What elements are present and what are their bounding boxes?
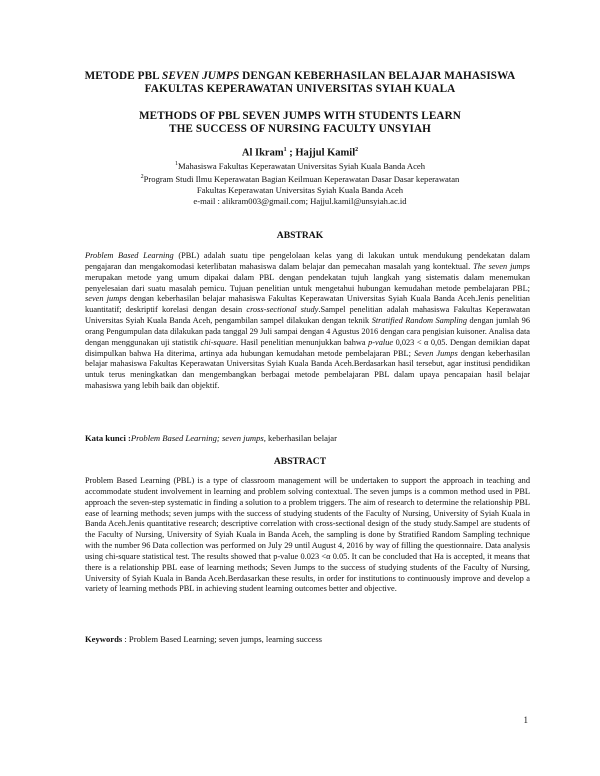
affiliation-1: $^1$Mahasiswa Fakultas Keperawatan Universitas Syiah Kuala Banda Aceh — [175, 160, 425, 171]
abstrak-heading: ABSTRAK — [276, 230, 324, 241]
abstract-body: Problem Based Learning (PBL) is a type of classroom management will be undertaken to support the approach in teaching and accommodate student involvement in learning and problem solving contextual. The seven jumps is a common method used in PBL approach the seven-step systematic in finding a solution to a problem triggers. The aim of research to determine the relationship PBL ease of learning methods; seven jumps with the success of studying students of the Faculty of Nursing, University of Syiah Kuala in Banda Aceh.Jenis quantitative research; descriptive correlation with cross-sectional design of the study study.Sampel are students of the Faculty of Nursing, University of Syiah Kuala in Banda Aceh, the sampling is done by Stratified Random Sampling technique with the number 96 Data collection was performed on July 29 until August 4, 2016 by way of filling the questionnaire. Data analysis using chi-square statistical test. The results showed that p-value 0.023 <α 0.05. It can be concluded that Ha is accepted, it means that there is a relationship PBL ease of learning methods; Seven Jumps to the success of studying students of the Faculty of Nursing, University of Syiah Kuala in Banda Aceh.Berdasarkan these results, in order for institutions to continuously improve and develop a variety of learning methods PBL in achieving student learning outcomes better and objective. — [85, 476, 530, 594]
title-indonesian — [60, 70, 540, 96]
author-1: Al Ikram — [241, 147, 284, 159]
title-en-line1: METHODS OF PBL SEVEN JUMPS WITH STUDENTS LEARN — [139, 110, 461, 122]
contact-email: e-mail : alikram003@gmail.com; Hajjul.kamil@unsyiah.ac.id — [193, 196, 407, 207]
affiliation-2a: $^2$Program Studi Ilmu Keperawatan Bagian Keilmuan Keperawatan Dasar Dasar keperawatan — [140, 173, 460, 184]
title-english — [60, 110, 540, 136]
abstract-heading: ABSTRACT — [273, 456, 327, 467]
title-en-line2: THE SUCCESS OF NURSING FACULTY UNSYIAH — [169, 123, 431, 135]
author-line: Al Ikram$^1$ ; Hajjul Kamil$^2$ — [241, 147, 359, 159]
affiliations — [60, 159, 540, 208]
title-id-line1: METODE PBL SEVEN JUMPS DENGAN KEBERHASILAN BELAJAR MAHASISWA — [84, 70, 516, 82]
affiliation-2b: Fakultas Keperawatan Universitas Syiah Kuala Banda Aceh — [196, 185, 404, 196]
page-number: 1 — [523, 715, 528, 725]
keywords: Keywords : Problem Based Learning; seven jumps, learning success — [85, 634, 323, 644]
abstrak-body: Problem Based Learning (PBL) adalah suatu tipe pengelolaan kelas yang di lakukan untuk mendukung pendekatan dalam pengajaran dan mengakomodasi keterlibatan mahasiswa dalam belajar dan pemecahan masalah yang kontektual. The seven jumps merupakan metode yang umum dipakai dalam PBL dengan pendekatan tujuh langkah yang sistematis dalam menemukan penyelesaian dari suatu masalah pemicu. Tujuan penelitian untuk mengetahui hubungan kemudahan metode pembelajaran PBL; seven jumps dengan keberhasilan belajar mahasiswa Fakultas Keperawatan Universitas Syiah Kuala Banda Aceh.Jenis penelitian kuantitatif; deskriptif korelasi dengan desain cross-sectional study.Sampel penelitian adalah mahasiswa Fakultas Keperawatan Universitas Syiah Kuala Banda Aceh, pengambilan sampel dilakukan dengan teknik Stratified Random Sampling dengan jumlah 96 orang Pengumpulan data dilakukan pada tanggal 29 Juli sampai dengan 4 Agustus 2016 dengan cara pengisian kuisoner. Analisa data dengan menggunakan uji statistik chi-square. Hasil penelitian menunjukkan bahwa p-value 0,023 < α 0,05. Dengan demikian dapat disimpulkan bahwa Ha diterima, artinya ada hubungan kemudahan metode pembelajaran PBL; Seven Jumps dengan keberhasilan belajar mahasiswa Fakultas Keperawatan Universitas Syiah Kuala Banda Aceh.Berdasarkan hasil tersebut, agar institusi pendidikan untuk terus meningkatkan dan mengembangkan berbagai metode pembelajaran PBL dalam upaya pencapaian hasil belajar mahasiswa yang lebih baik dan objektif. — [85, 251, 531, 391]
title-id-line2: FAKULTAS KEPERAWATAN UNIVERSITAS SYIAH KUALA — [144, 83, 456, 95]
kata-kunci: Kata kunci :Problem Based Learning; seven jumps, keberhasilan belajar — [85, 433, 337, 443]
author-2: Hajjul Kamil — [295, 147, 356, 159]
